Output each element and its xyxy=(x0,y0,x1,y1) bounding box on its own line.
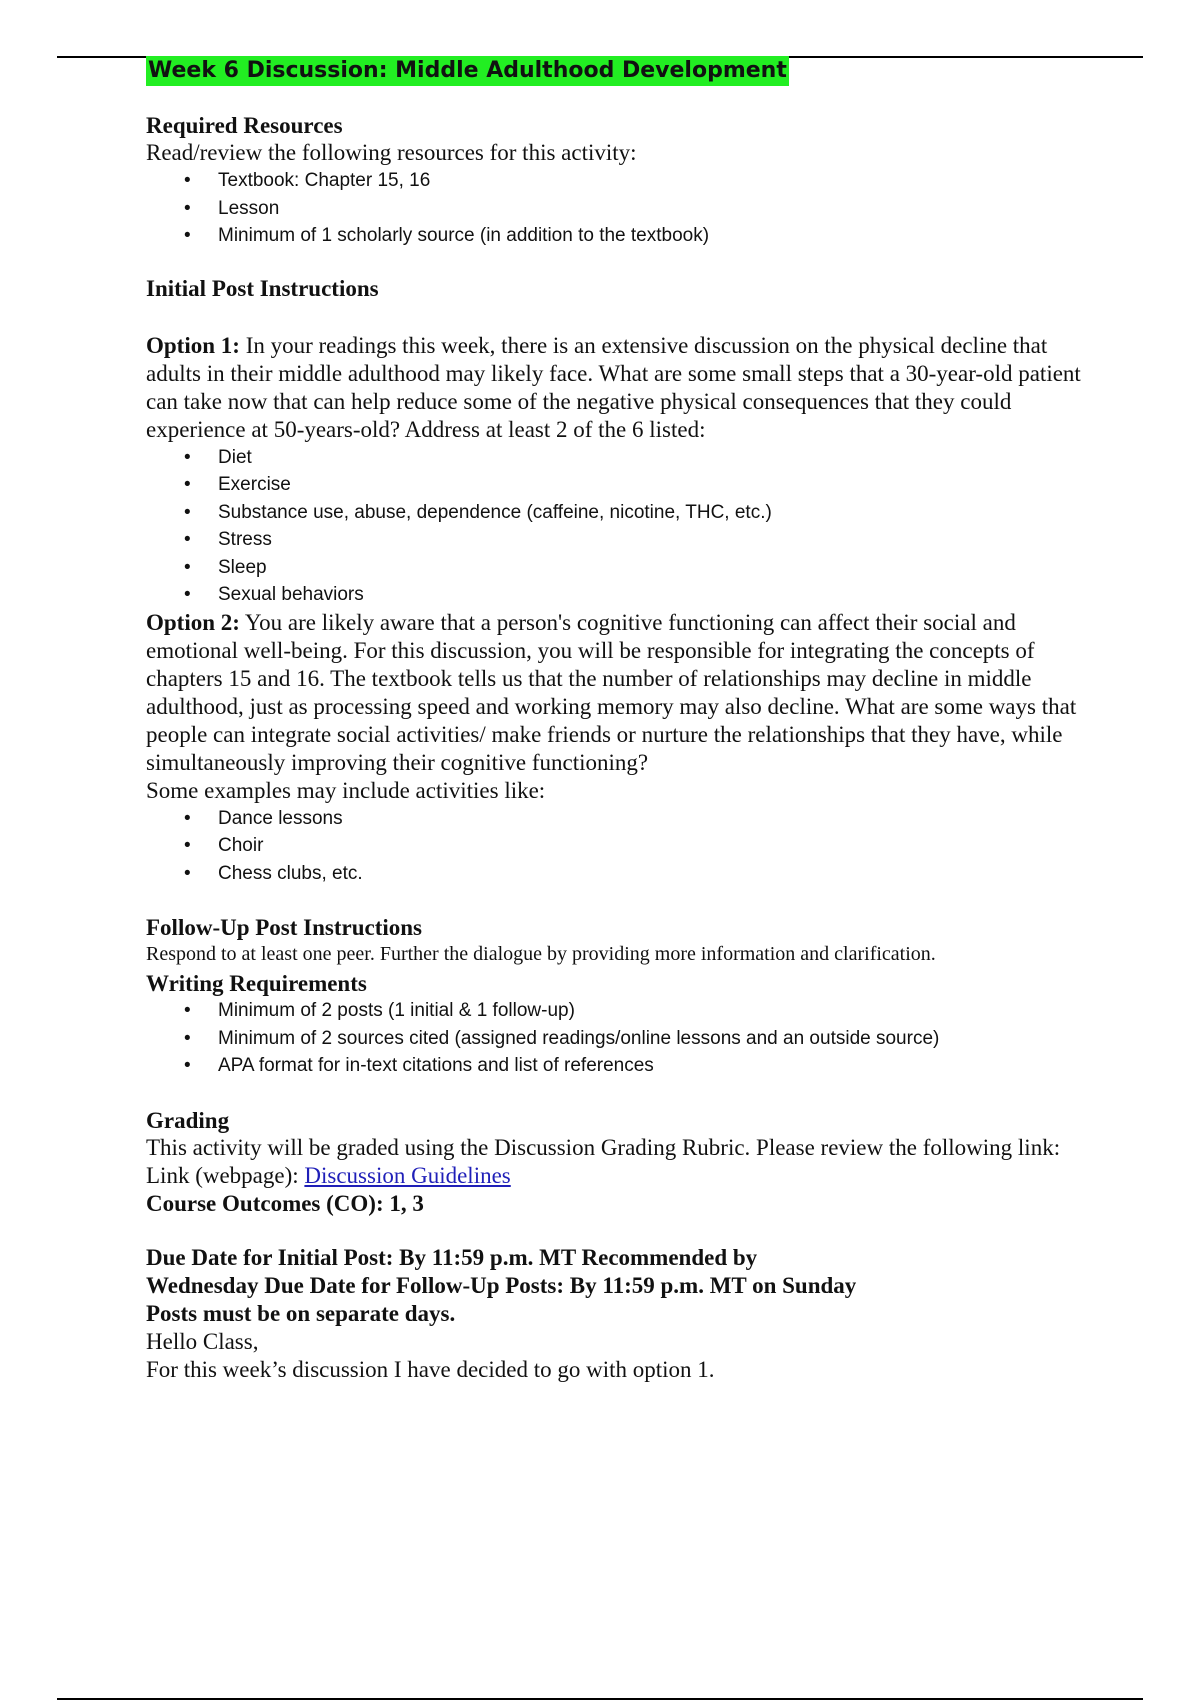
greeting: Hello Class, xyxy=(146,1328,259,1354)
separate-days-note: Posts must be on separate days. xyxy=(146,1300,456,1326)
option-2-label: Option 2: xyxy=(146,609,240,635)
list-item: • Chess clubs, etc. xyxy=(146,860,1096,888)
bullet-icon: • xyxy=(184,501,191,523)
writing-requirements-list xyxy=(146,997,1096,1080)
page-title: Week 6 Discussion: Middle Adulthood Development xyxy=(146,56,789,86)
bullet-icon: • xyxy=(184,197,191,219)
list-item: • Minimum of 1 scholarly source (in addition to the textbook) xyxy=(146,222,1096,250)
option-2-paragraph xyxy=(146,609,1096,777)
required-resources-heading: Required Resources xyxy=(146,113,343,138)
due-date-line-1: Due Date for Initial Post: By 11:59 p.m. MT Recommended by xyxy=(146,1244,758,1270)
list-item: • Dance lessons xyxy=(146,805,1096,833)
initial-post-section xyxy=(146,276,1096,888)
list-item: • Textbook: Chapter 15, 16 xyxy=(146,167,1096,195)
list-item: • Diet xyxy=(146,444,1096,472)
course-outcomes: Course Outcomes (CO): 1, 3 xyxy=(146,1190,424,1216)
writing-requirements-heading: Writing Requirements xyxy=(146,971,367,996)
follow-up-text: Respond to at least one peer. Further the dialogue by providing more information and clarification. xyxy=(146,943,936,965)
list-item: • Exercise xyxy=(146,471,1096,499)
list-item: • Minimum of 2 sources cited (assigned readings/online lessons and an outside source) xyxy=(146,1025,1096,1053)
bullet-icon: • xyxy=(184,1055,191,1076)
bullet-icon: • xyxy=(184,1027,191,1049)
list-item: • Substance use, abuse, dependence (caffeine, nicotine, THC, etc.) xyxy=(146,499,1096,527)
bullet-icon: • xyxy=(184,474,191,495)
option-2-examples-intro: Some examples may include activities like: xyxy=(146,777,546,803)
grading-section xyxy=(146,1108,1096,1190)
bullet-icon: • xyxy=(184,835,191,856)
document-body xyxy=(146,56,1096,1384)
option-1-text: In your readings this week, there is an extensive discussion on the physical decline that adults in their middle adulthood may likely face. What are some small steps that a 30-year-old patient can take now that can help reduce some of the negative physical consequences that they could experience at 50-years-old? Address at least 2 of the 6 listed: xyxy=(146,332,1081,442)
required-resources-intro: Read/review the following resources for this activity: xyxy=(146,140,637,165)
option-1-label: Option 1: xyxy=(146,332,240,358)
bullet-icon: • xyxy=(184,807,191,829)
option-2-list xyxy=(146,805,1096,888)
follow-up-heading: Follow-Up Post Instructions xyxy=(146,915,423,940)
closing-text: For this week’s discussion I have decided to go with option 1. xyxy=(146,1356,715,1382)
bullet-icon: • xyxy=(184,446,191,468)
grading-text: This activity will be graded using the Discussion Grading Rubric. Please review the following link: Link (webpage): Discussion Guidelines xyxy=(146,1134,1061,1188)
required-resources-list xyxy=(146,167,1096,250)
grading-heading: Grading xyxy=(146,1107,230,1133)
bullet-icon: • xyxy=(184,1000,191,1021)
bullet-icon: • xyxy=(184,225,191,246)
follow-up-section xyxy=(146,915,1096,967)
list-item: • Lesson xyxy=(146,195,1096,223)
list-item: • Sexual behaviors xyxy=(146,581,1096,609)
bullet-icon: • xyxy=(184,584,191,605)
writing-requirements-section xyxy=(146,971,1096,1080)
required-resources-section xyxy=(146,113,1096,250)
bullet-icon: • xyxy=(184,529,191,550)
due-dates xyxy=(146,1244,1096,1300)
due-date-line-2: Wednesday Due Date for Follow-Up Posts: By 11:59 p.m. MT on Sunday xyxy=(146,1272,857,1298)
bullet-icon: • xyxy=(184,862,191,884)
option-2-text: You are likely aware that a person's cognitive functioning can affect their social and emotional well-being. For this discussion, you will be responsible for integrating the concepts of chapters 15 and 16. The textbook tells us that the number of relationships may decline in middle adulthood, just as processing speed and working memory may also decline. What are some ways that people can integrate social activities/ make friends or nurture the relationships that they have, while simultaneously improving their cognitive functioning? xyxy=(146,609,1077,775)
list-item: • Choir xyxy=(146,832,1096,860)
list-item: • Stress xyxy=(146,526,1096,554)
option-1-paragraph xyxy=(146,332,1096,444)
list-item: • Minimum of 2 posts (1 initial & 1 follow-up) xyxy=(146,997,1096,1025)
list-item: • APA format for in-text citations and list of references xyxy=(146,1052,1096,1080)
initial-post-heading: Initial Post Instructions xyxy=(146,275,379,301)
bullet-icon: • xyxy=(184,556,191,578)
list-item: • Sleep xyxy=(146,554,1096,582)
option-1-list xyxy=(146,444,1096,609)
discussion-guidelines-link[interactable]: Discussion Guidelines xyxy=(304,1162,511,1188)
bullet-icon: • xyxy=(184,170,191,191)
